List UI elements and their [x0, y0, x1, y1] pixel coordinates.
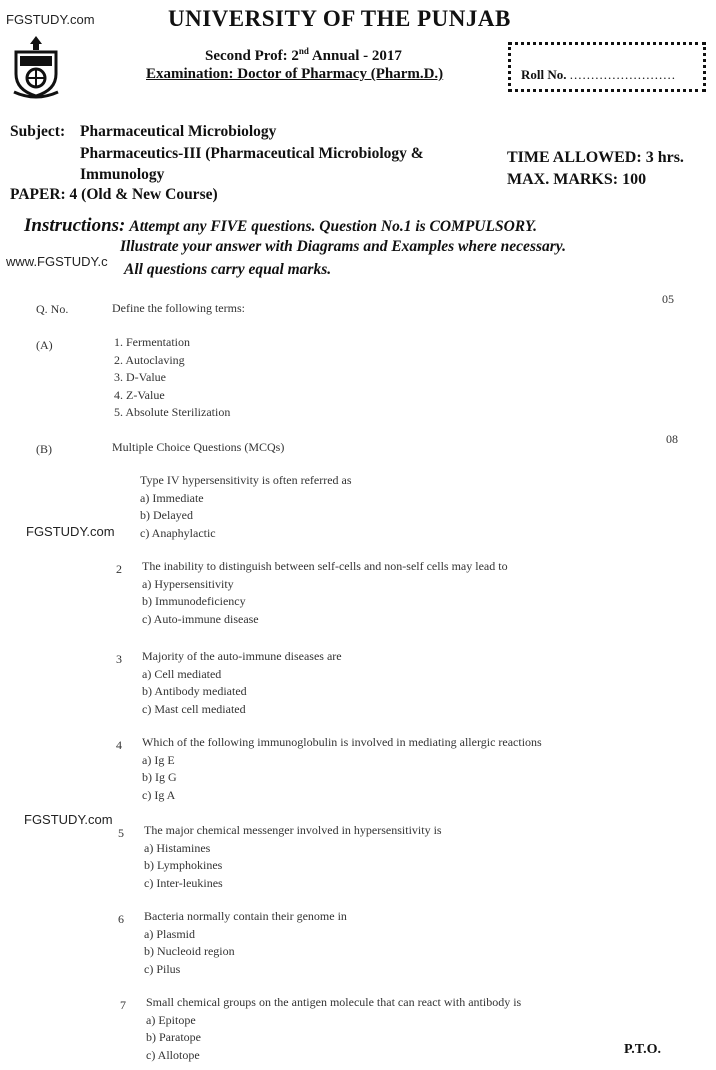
mcq-question: The inability to distinguish between self-cells and non-self cells may lead to	[142, 559, 508, 573]
please-turn-over: P.T.O.	[624, 1042, 661, 1057]
watermark-lower: FGSTUDY.com	[26, 524, 115, 539]
subject-label: Subject:	[10, 123, 66, 140]
max-marks: MAX. MARKS: 100	[507, 171, 647, 188]
mcq-option: b) Antibody mediated	[142, 684, 247, 698]
mcq-option: c) Auto-immune disease	[142, 611, 259, 626]
watermark-bottom: FGSTUDY.com	[24, 812, 113, 827]
list-item: 1. Fermentation	[114, 335, 190, 349]
exam-year: Second Prof: 2nd Annual - 2017	[205, 46, 402, 64]
watermark-top: FGSTUDY.com	[6, 12, 95, 27]
mcq-6	[144, 908, 347, 978]
mcq-number: 4	[116, 738, 122, 752]
roll-number-box	[508, 42, 706, 92]
part-b-label: (B)	[36, 442, 52, 456]
question-a-marks: 05	[662, 292, 674, 306]
exam-title: Examination: Doctor of Pharmacy (Pharm.D.)	[146, 66, 444, 82]
mcq-option: b) Ig G	[142, 770, 177, 784]
list-item: 4. Z-Value	[114, 387, 165, 402]
part-b-marks: 08	[666, 432, 678, 446]
time-allowed: TIME ALLOWED: 3 hrs.	[507, 149, 684, 166]
mcq-number: 7	[120, 998, 126, 1012]
mcq-3	[142, 648, 342, 718]
mcq-option: a) Ig E	[142, 752, 175, 767]
instructions-line-3: All questions carry equal marks.	[124, 261, 332, 278]
mcq-question: Small chemical groups on the antigen molecule that can react with antibody is	[146, 995, 522, 1009]
mcq-option: b) Delayed	[140, 508, 193, 522]
mcq-number: 5	[118, 826, 124, 840]
mcq-option: a) Histamines	[144, 840, 211, 855]
mcq-question: Which of the following immunoglobulin is involved in mediating allergic reactions	[142, 735, 542, 749]
university-crest-icon	[12, 34, 60, 100]
paper-info: PAPER: 4 (Old & New Course)	[10, 186, 218, 203]
question-text: Define the following terms:	[112, 301, 245, 315]
instructions-line-1	[24, 215, 537, 237]
mcq-number: 6	[118, 912, 124, 926]
mcq-4	[142, 734, 542, 804]
mcq-number: 2	[116, 562, 122, 576]
instructions-line-2: Illustrate your answer with Diagrams and Examples where necessary.	[120, 238, 566, 255]
question-number-label: Q. No.	[36, 302, 69, 316]
mcq-option: a) Cell mediated	[142, 666, 222, 681]
roll-number-field[interactable]: .........................	[569, 67, 676, 82]
mcq-option: b) Paratope	[146, 1030, 201, 1044]
mcq-option: b) Immunodeficiency	[142, 594, 246, 608]
mcq-option: b) Lymphokines	[144, 858, 223, 872]
mcq-option: a) Immediate	[140, 490, 204, 505]
terms-list	[114, 334, 230, 422]
roll-number-label: Roll No.	[521, 67, 567, 82]
mcq-option: c) Ig A	[142, 787, 176, 802]
part-a-label: (A)	[36, 338, 53, 352]
instructions-label: Instructions:	[24, 215, 126, 236]
university-title: UNIVERSITY OF THE PUNJAB	[168, 6, 511, 31]
mcq-7	[146, 994, 521, 1064]
watermark-mid: www.FGSTUDY.c	[6, 254, 108, 269]
mcq-option: a) Hypersensitivity	[142, 576, 234, 591]
subject-line-1: Pharmaceutical Microbiology	[80, 123, 277, 140]
mcq-option: c) Pilus	[144, 961, 181, 976]
mcq-option: c) Mast cell mediated	[142, 701, 246, 716]
list-item: 3. D-Value	[114, 370, 166, 384]
subject-line-3: Immunology	[80, 166, 165, 183]
instructions-text-1: Attempt any FIVE questions. Question No.1 is COMPULSORY.	[129, 218, 538, 235]
mcq-option: a) Plasmid	[144, 926, 195, 941]
mcq-option: c) Inter-leukines	[144, 875, 223, 890]
mcq-5	[144, 822, 442, 892]
list-item: 2. Autoclaving	[114, 352, 185, 367]
mcq-question: Bacteria normally contain their genome in	[144, 909, 347, 923]
mcq-1	[114, 472, 352, 542]
mcq-option: c) Anaphylactic	[140, 525, 216, 540]
mcq-option: b) Nucleoid region	[144, 944, 235, 958]
mcq-number: 3	[116, 652, 122, 666]
mcq-2	[142, 558, 508, 628]
mcq-question: The major chemical messenger involved in hypersensitivity is	[144, 823, 442, 837]
mcq-heading: Multiple Choice Questions (MCQs)	[112, 440, 285, 454]
mcq-question: Type IV hypersensitivity is often referred as	[140, 473, 352, 487]
mcq-option: c) Allotope	[146, 1047, 200, 1062]
list-item: 5. Absolute Sterilization	[114, 405, 231, 419]
mcq-question: Majority of the auto-immune diseases are	[142, 649, 342, 663]
subject-line-2: Pharmaceutics-III (Pharmaceutical Microbiology &	[80, 145, 424, 162]
mcq-option: a) Epitope	[146, 1012, 196, 1027]
